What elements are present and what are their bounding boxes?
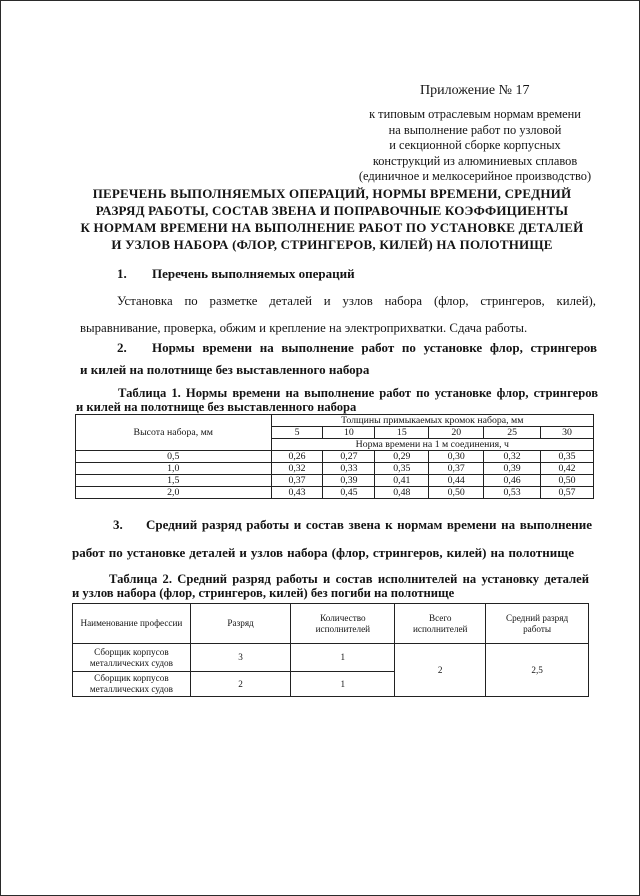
value-cell: 0,46 (484, 475, 541, 487)
section3-heading-line1: Средний разряд работы и состав звена к нормам времени на выполнение (146, 517, 592, 532)
value-cell: 0,57 (541, 487, 594, 499)
section3-number: 3. (113, 517, 123, 532)
appendix-desc-line: к типовым отраслевым нормам времени (369, 107, 581, 121)
value-cell: 0,32 (271, 463, 323, 475)
value-cell: 0,30 (429, 451, 484, 463)
header-avg-grade: Средний разряд работы (486, 604, 589, 644)
value-cell: 0,27 (323, 451, 375, 463)
table1-caption-line1: Таблица 1. Нормы времени на выполнение работ по установке флор, стрингеров (118, 386, 598, 400)
header-count: Количество исполнителей (291, 604, 395, 644)
table-row (76, 475, 594, 487)
appendix-number: Приложение № 17 (420, 83, 530, 98)
value-cell: 0,26 (271, 451, 323, 463)
avg-grade-cell: 2,5 (486, 644, 589, 697)
document-title (72, 185, 592, 253)
value-cell: 0,43 (271, 487, 323, 499)
value-cell: 0,50 (429, 487, 484, 499)
appendix-desc-line: на выполнение работ по узловой (388, 122, 562, 137)
section1-heading: Перечень выполняемых операций (152, 266, 355, 281)
profession-cell: Сборщик корпусов металлических судов (73, 644, 191, 672)
table-row (76, 463, 594, 475)
thickness-cell: 5 (271, 427, 323, 439)
table2-caption-line2: и узлов набора (флор, стрингеров, килей) без погиби на полотнище (72, 586, 455, 600)
value-cell: 0,53 (484, 487, 541, 499)
value-cell: 0,48 (375, 487, 429, 499)
value-cell: 0,41 (375, 475, 429, 487)
header-grade: Разряд (190, 604, 291, 644)
value-cell: 0,39 (484, 463, 541, 475)
value-cell: 0,37 (271, 475, 323, 487)
value-cell: 0,35 (541, 451, 594, 463)
title-line: К НОРМАМ ВРЕМЕНИ НА ВЫПОЛНЕНИЕ РАБОТ ПО УСТАНОВКЕ ДЕТАЛЕЙ (80, 220, 584, 235)
crew-table (72, 603, 589, 697)
value-cell: 0,37 (429, 463, 484, 475)
title-line: И УЗЛОВ НАБОРА (ФЛОР, СТРИНГЕРОВ, КИЛЕЙ) НА ПОЛОТНИЩЕ (111, 237, 553, 252)
thickness-cell: 25 (484, 427, 541, 439)
value-cell: 0,50 (541, 475, 594, 487)
grade-cell: 3 (190, 644, 291, 672)
value-cell: 0,29 (375, 451, 429, 463)
section1-number: 1. (117, 266, 127, 281)
value-cell: 0,39 (323, 475, 375, 487)
table-row (73, 644, 589, 672)
title-line: ПЕРЕЧЕНЬ ВЫПОЛНЯЕМЫХ ОПЕРАЦИЙ, НОРМЫ ВРЕМЕНИ, СРЕДНИЙ (92, 186, 572, 201)
section2-heading-line1: Нормы времени на выполнение работ по установке флор, стрингеров (152, 340, 597, 355)
value-cell: 0,33 (323, 463, 375, 475)
section3-heading-line2: работ по установке деталей и узлов набора (флор, стрингеров, килей) на полотнище (72, 545, 574, 560)
appendix-desc-line: и секционной сборке корпусных (389, 138, 561, 153)
value-cell: 0,44 (429, 475, 484, 487)
height-cell: 1,5 (76, 475, 272, 487)
grade-cell: 2 (190, 672, 291, 697)
section2-number: 2. (117, 340, 127, 355)
table1-caption-line2: и килей на полотнище без выставленного набора (76, 400, 357, 414)
thickness-header: Толщины примыкаемых кромок набора, мм (271, 415, 593, 427)
value-cell: 0,42 (541, 463, 594, 475)
title-line: РАЗРЯД РАБОТЫ, СОСТАВ ЗВЕНА И ПОПРАВОЧНЫЕ КОЭФФИЦИЕНТЫ (95, 203, 569, 218)
table-row (76, 451, 594, 463)
height-cell: 1,0 (76, 463, 272, 475)
appendix-desc-line: (единичное и мелкосерийное производство) (358, 169, 592, 184)
profession-cell: Сборщик корпусов металлических судов (73, 672, 191, 697)
section2-heading-line2: и килей на полотнище без выставленного набора (80, 362, 370, 377)
thickness-cell: 15 (375, 427, 429, 439)
count-cell: 1 (291, 644, 395, 672)
value-cell: 0,35 (375, 463, 429, 475)
section1-text: Установка по разметке деталей и узлов набора (флор, стрингеров, килей), выравнивание, проверка, обжим и крепление на электроприхватки. Сдача работы. (80, 294, 596, 335)
norms-table (75, 414, 594, 499)
table-row (76, 487, 594, 499)
appendix-description (330, 107, 620, 185)
thickness-cell: 10 (323, 427, 375, 439)
norm-header: Норма времени на 1 м соединения, ч (271, 439, 593, 451)
thickness-cell: 30 (541, 427, 594, 439)
table2-caption-line1: Таблица 2. Средний разряд работы и состав исполнителей на установку деталей (109, 572, 589, 586)
count-cell: 1 (291, 672, 395, 697)
value-cell: 0,32 (484, 451, 541, 463)
appendix-desc-line: конструкций из алюминиевых сплавов (372, 153, 578, 168)
value-cell: 0,45 (323, 487, 375, 499)
header-total: Всего исполнителей (395, 604, 486, 644)
header-profession: Наименование профессии (73, 604, 191, 644)
height-cell: 0,5 (76, 451, 272, 463)
thickness-cell: 20 (429, 427, 484, 439)
total-cell: 2 (395, 644, 486, 697)
height-cell: 2,0 (76, 487, 272, 499)
height-column-header: Высота набора, мм (76, 415, 272, 451)
